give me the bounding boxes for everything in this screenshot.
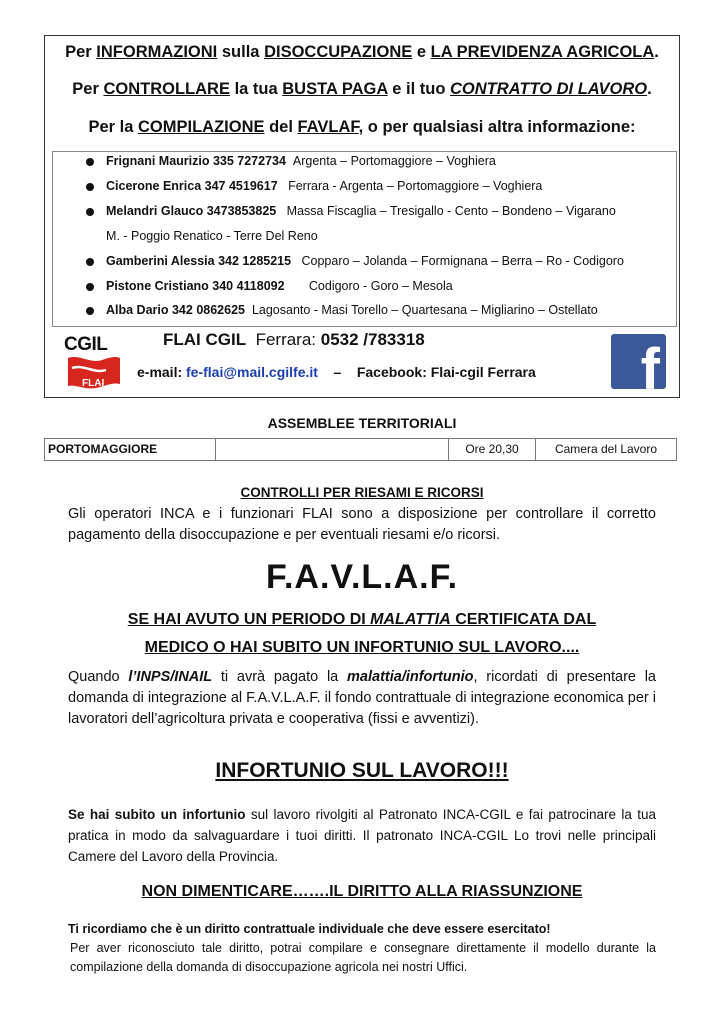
header-line-3: Per la COMPILAZIONE del FAVLAF, o per qualsiasi altra informazione: [88,118,636,136]
controlli-text: Gli operatori INCA e i funzionari FLAI sono a disposizione per controllare il corretto pagamento della disoccupazione e per eventuali riesami e/o ricorsi. [68,506,656,543]
riassunzione-text: Per aver riconosciuto tale diritto, potrai compilare e consegnare direttamente il modello durante la compilazione della domanda di disoccupazione agricola nei nostri Uffici. [70,941,656,974]
bullet-icon [86,283,94,291]
flai-phone-line [163,330,425,350]
assemblee-title: ASSEMBLEE TERRITORIALI [267,415,457,431]
contact-item-continuation: M. - Poggio Renatico - Terre Del Reno [106,229,318,243]
bullet-icon [86,208,94,216]
header-line-2: Per CONTROLLARE la tua BUSTA PAGA e il tuo CONTRATTO DI LAVORO. [72,80,652,98]
table-cell-time: Ore 20,30 [449,439,536,460]
city-label: Ferrara: [255,330,321,349]
bullet-icon [86,307,94,315]
favlaf-title: F.A.V.L.A.F. [265,558,459,596]
contact-item: Pistone Cristiano 340 4118092 Codigoro - Goro – Mesola [106,279,453,293]
infortunio-text: Se hai subito un infortunio sul lavoro rivolgiti al Patronato INCA-CGIL e fai patrocinare la tua pratica in modo da salvaguardare i tuoi diritti. Il patronato INCA-CGIL Lo trovi nelle principali Camere del Lavoro della Provincia. [68,807,656,864]
phone-number[interactable]: 0532 /783318 [320,330,425,349]
contact-item: Alba Dario 342 0862625 Lagosanto - Masi Torello – Quartesana – Migliarino – Ostellato [106,303,598,317]
table-row [44,438,677,461]
contact-item: Melandri Glauco 3473853825 Massa Fiscaglia – Tresigallo - Cento – Bondeno – Vigarano [106,204,616,218]
riassunzione-bold-text: Ti ricordiamo che è un diritto contrattuale individuale che deve essere esercitato! [68,922,551,936]
contact-item: Gamberini Alessia 342 1285215 Copparo – Jolanda – Formignana – Berra – Ro - Codigoro [106,254,624,268]
riassunzione-title: NON DIMENTICARE…….IL DIRITTO ALLA RIASSUNZIONE [141,883,583,900]
contact-links-line: e-mail: fe-flai@mail.cgilfe.it – Facebook: Flai-cgil Ferrara [137,364,536,380]
favlaf-subtitle-2: MEDICO O HAI SUBITO UN INFORTUNIO SUL LAVORO.... [144,639,580,656]
cgil-flai-logo [60,334,124,396]
header-line-1: Per INFORMAZIONI sulla DISOCCUPAZIONE e LA PREVIDENZA AGRICOLA. [65,43,659,61]
org-name: FLAI CGIL [163,330,247,349]
facebook-icon[interactable]: f [611,334,666,389]
favlaf-text: Quando l’INPS/INAIL ti avrà pagato la malattia/infortunio, ricordati di presentare la domanda di integrazione al F.A.V.L.A.F. il fondo contrattuale di integrazione economica per i lavoratori dell’agricoltura privata e cooperativa (fissi e avventizi). [68,669,656,727]
contact-item: Cicerone Enrica 347 4519617 Ferrara - Argenta – Portomaggiore – Voghiera [106,179,543,193]
contact-item: Frignani Maurizio 335 7272734 Argenta – Portomaggiore – Voghiera [106,154,496,168]
infortunio-title: INFORTUNIO SUL LAVORO!!! [215,759,509,782]
favlaf-subtitle-1: SE HAI AVUTO UN PERIODO DI MALATTIA CERTIFICATA DAL [127,611,597,628]
bullet-icon [86,183,94,191]
table-cell-place: PORTOMAGGIORE [45,439,216,460]
bullet-icon [86,158,94,166]
controlli-title: CONTROLLI PER RIESAMI E RICORSI [240,485,484,500]
table-cell-venue: Camera del Lavoro [554,442,658,456]
flai-logo-text: FLAI [82,378,105,389]
email-link[interactable]: fe-flai@mail.cgilfe.it [186,364,318,380]
table-cell-empty [216,439,449,460]
bullet-icon [86,258,94,266]
facebook-link[interactable]: Facebook: Flai-cgil Ferrara [356,364,536,380]
cgil-logo-text: CGIL [64,334,108,355]
